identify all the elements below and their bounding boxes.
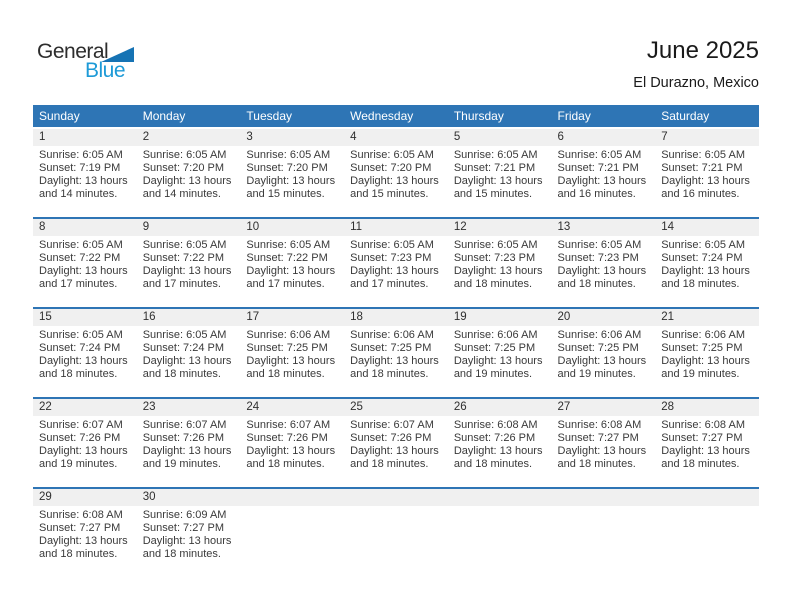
daylight-text-line1: Daylight: 13 hours: [350, 445, 439, 457]
day-cell: [344, 128, 448, 218]
day-details: [137, 506, 241, 561]
day-cell: [137, 128, 241, 218]
daylight-text-line1: Daylight: 13 hours: [350, 355, 439, 367]
sunset-text: Sunset: 7:26 PM: [350, 432, 432, 444]
sunset-text: Sunset: 7:22 PM: [246, 252, 328, 264]
day-cell: [448, 218, 552, 308]
daylight-text-line1: Daylight: 13 hours: [557, 265, 647, 277]
day-details: [240, 326, 344, 381]
sunrise-text: Sunrise: 6:05 AM: [39, 239, 123, 251]
day-details: [344, 236, 448, 291]
day-cell: [344, 218, 448, 308]
daylight-text-line2: and 14 minutes.: [142, 188, 221, 200]
daylight-text-line1: Daylight: 13 hours: [661, 445, 750, 457]
day-number: 13: [552, 219, 656, 236]
day-cell: [552, 398, 656, 488]
day-details: [33, 326, 137, 381]
day-number: 4: [344, 129, 448, 146]
daylight-text-line1: Daylight: 13 hours: [142, 445, 232, 457]
sunset-text: Sunset: 7:20 PM: [246, 162, 328, 174]
sunrise-text: Sunrise: 6:05 AM: [246, 149, 331, 161]
daylight-text-line1: Daylight: 13 hours: [661, 355, 750, 367]
day-number: 19: [448, 309, 552, 326]
day-number: 15: [33, 309, 137, 326]
day-details: [137, 326, 241, 381]
sunrise-text: Sunrise: 6:05 AM: [246, 239, 331, 251]
weekday-header: Monday: [137, 105, 241, 128]
sunset-text: Sunset: 7:23 PM: [453, 252, 536, 264]
empty-day-cell: [552, 488, 656, 577]
day-cell: [448, 398, 552, 488]
day-number: 7: [655, 129, 759, 146]
sunset-text: Sunset: 7:25 PM: [661, 342, 743, 354]
sunrise-text: Sunrise: 6:06 AM: [557, 329, 642, 341]
sunrise-text: Sunrise: 6:08 AM: [453, 419, 538, 431]
day-cell: [344, 398, 448, 488]
day-number: 8: [33, 219, 137, 236]
day-details: [655, 326, 759, 381]
day-details: [552, 146, 656, 201]
sunset-text: Sunset: 7:23 PM: [350, 252, 432, 264]
day-number: 12: [448, 219, 552, 236]
day-details: [655, 416, 759, 471]
sunrise-text: Sunrise: 6:05 AM: [142, 329, 227, 341]
day-details: [344, 146, 448, 201]
sunrise-text: Sunrise: 6:05 AM: [142, 149, 227, 161]
day-number: 10: [240, 219, 344, 236]
day-cell: [552, 128, 656, 218]
day-number: 24: [240, 399, 344, 416]
day-details: [33, 146, 137, 201]
day-details: [448, 236, 552, 291]
daylight-text-line2: and 18 minutes.: [142, 548, 221, 560]
daylight-text-line2: and 18 minutes.: [557, 278, 636, 290]
daylight-text-line2: and 17 minutes.: [39, 278, 118, 290]
sunset-text: Sunset: 7:27 PM: [39, 522, 121, 534]
daylight-text-line1: Daylight: 13 hours: [246, 445, 336, 457]
daylight-text-line2: and 19 minutes.: [142, 458, 221, 470]
sunset-text: Sunset: 7:22 PM: [39, 252, 121, 264]
sunrise-text: Sunrise: 6:07 AM: [39, 419, 123, 431]
day-details: [33, 236, 137, 291]
daylight-text-line1: Daylight: 13 hours: [350, 265, 439, 277]
sunrise-text: Sunrise: 6:06 AM: [661, 329, 745, 341]
day-details: [240, 146, 344, 201]
day-details: [344, 326, 448, 381]
daylight-text-line2: and 19 minutes.: [453, 368, 533, 380]
sunrise-text: Sunrise: 6:09 AM: [142, 509, 227, 521]
sunset-text: Sunset: 7:19 PM: [39, 162, 121, 174]
daylight-text-line2: and 18 minutes.: [557, 458, 636, 470]
daylight-text-line1: Daylight: 13 hours: [350, 175, 439, 187]
weekday-header: Saturday: [655, 105, 759, 128]
daylight-text-line1: Daylight: 13 hours: [557, 445, 647, 457]
title-block: [633, 36, 759, 91]
day-cell: [655, 398, 759, 488]
calendar-table: [33, 105, 759, 577]
daylight-text-line2: and 18 minutes.: [39, 368, 118, 380]
daylight-text-line1: Daylight: 13 hours: [39, 265, 128, 277]
sunrise-text: Sunrise: 6:05 AM: [453, 239, 538, 251]
sunrise-text: Sunrise: 6:05 AM: [661, 149, 745, 161]
daylight-text-line2: and 18 minutes.: [142, 368, 221, 380]
day-number: 3: [240, 129, 344, 146]
sunrise-text: Sunrise: 6:05 AM: [661, 239, 745, 251]
daylight-text-line2: and 18 minutes.: [661, 278, 740, 290]
day-cell: [137, 398, 241, 488]
day-number: 28: [655, 399, 759, 416]
sunrise-text: Sunrise: 6:08 AM: [557, 419, 642, 431]
sunset-text: Sunset: 7:24 PM: [142, 342, 225, 354]
day-number: 26: [448, 399, 552, 416]
day-number: 14: [655, 219, 759, 236]
daylight-text-line2: and 18 minutes.: [453, 278, 533, 290]
daylight-text-line1: Daylight: 13 hours: [142, 355, 232, 367]
week-row: [33, 308, 759, 398]
sunrise-text: Sunrise: 6:07 AM: [142, 419, 227, 431]
sunset-text: Sunset: 7:20 PM: [350, 162, 432, 174]
sunrise-text: Sunrise: 6:05 AM: [39, 329, 123, 341]
sunset-text: Sunset: 7:25 PM: [350, 342, 432, 354]
day-details: [137, 236, 241, 291]
day-cell: [552, 308, 656, 398]
empty-day-cell: [448, 488, 552, 577]
daylight-text-line2: and 17 minutes.: [350, 278, 429, 290]
daylight-text-line2: and 18 minutes.: [39, 548, 118, 560]
calendar-body: [33, 128, 759, 577]
day-number: 22: [33, 399, 137, 416]
sunrise-text: Sunrise: 6:05 AM: [350, 149, 434, 161]
sunrise-text: Sunrise: 6:05 AM: [350, 239, 434, 251]
day-number: 9: [137, 219, 241, 236]
day-cell: [655, 218, 759, 308]
weekday-header: Friday: [552, 105, 656, 128]
day-cell: [137, 308, 241, 398]
day-number: 30: [137, 489, 241, 506]
daylight-text-line1: Daylight: 13 hours: [39, 445, 128, 457]
day-number: 25: [344, 399, 448, 416]
sunset-text: Sunset: 7:25 PM: [557, 342, 639, 354]
daylight-text-line1: Daylight: 13 hours: [39, 355, 128, 367]
day-details: [655, 236, 759, 291]
day-details: [33, 416, 137, 471]
sunset-text: Sunset: 7:26 PM: [453, 432, 536, 444]
sunset-text: Sunset: 7:26 PM: [246, 432, 328, 444]
sunrise-text: Sunrise: 6:05 AM: [39, 149, 123, 161]
day-cell: [240, 308, 344, 398]
day-cell: [33, 128, 137, 218]
daylight-text-line1: Daylight: 13 hours: [661, 265, 750, 277]
day-number: 20: [552, 309, 656, 326]
daylight-text-line2: and 16 minutes.: [557, 188, 636, 200]
sunset-text: Sunset: 7:21 PM: [557, 162, 639, 174]
sunrise-text: Sunrise: 6:05 AM: [453, 149, 538, 161]
day-details: [448, 416, 552, 471]
daylight-text-line1: Daylight: 13 hours: [142, 535, 232, 547]
day-number: [655, 489, 759, 506]
sunrise-text: Sunrise: 6:06 AM: [350, 329, 434, 341]
day-details: [33, 506, 137, 561]
sunrise-text: Sunrise: 6:06 AM: [453, 329, 538, 341]
day-number: 5: [448, 129, 552, 146]
weekday-header-row: [33, 105, 759, 128]
daylight-text-line1: Daylight: 13 hours: [246, 265, 336, 277]
daylight-text-line2: and 18 minutes.: [246, 458, 325, 470]
daylight-text-line2: and 15 minutes.: [246, 188, 325, 200]
empty-day-cell: [240, 488, 344, 577]
daylight-text-line2: and 16 minutes.: [661, 188, 740, 200]
daylight-text-line1: Daylight: 13 hours: [142, 175, 232, 187]
sunset-text: Sunset: 7:24 PM: [661, 252, 743, 264]
day-number: 6: [552, 129, 656, 146]
sunset-text: Sunset: 7:22 PM: [142, 252, 225, 264]
weekday-header: Sunday: [33, 105, 137, 128]
sunset-text: Sunset: 7:26 PM: [39, 432, 121, 444]
week-row: [33, 218, 759, 308]
sunset-text: Sunset: 7:21 PM: [661, 162, 743, 174]
empty-day-cell: [655, 488, 759, 577]
daylight-text-line2: and 14 minutes.: [39, 188, 118, 200]
daylight-text-line1: Daylight: 13 hours: [246, 355, 336, 367]
daylight-text-line2: and 15 minutes.: [453, 188, 533, 200]
day-details: [552, 236, 656, 291]
day-cell: [137, 488, 241, 577]
day-number: 18: [344, 309, 448, 326]
daylight-text-line1: Daylight: 13 hours: [142, 265, 232, 277]
day-details: [552, 416, 656, 471]
day-number: 23: [137, 399, 241, 416]
day-details: [655, 146, 759, 201]
day-number: 17: [240, 309, 344, 326]
sunrise-text: Sunrise: 6:05 AM: [557, 239, 642, 251]
sunset-text: Sunset: 7:20 PM: [142, 162, 225, 174]
weekday-header: Thursday: [448, 105, 552, 128]
sunrise-text: Sunrise: 6:05 AM: [142, 239, 227, 251]
daylight-text-line1: Daylight: 13 hours: [39, 175, 128, 187]
day-details: [448, 146, 552, 201]
weekday-header: Tuesday: [240, 105, 344, 128]
day-details: [137, 146, 241, 201]
weekday-header: Wednesday: [344, 105, 448, 128]
sunset-text: Sunset: 7:25 PM: [453, 342, 536, 354]
week-row: [33, 398, 759, 488]
sunset-text: Sunset: 7:23 PM: [557, 252, 639, 264]
daylight-text-line2: and 19 minutes.: [661, 368, 740, 380]
day-cell: [240, 128, 344, 218]
daylight-text-line2: and 18 minutes.: [350, 458, 429, 470]
daylight-text-line1: Daylight: 13 hours: [246, 175, 336, 187]
daylight-text-line2: and 17 minutes.: [142, 278, 221, 290]
sunrise-text: Sunrise: 6:08 AM: [661, 419, 745, 431]
daylight-text-line2: and 15 minutes.: [350, 188, 429, 200]
daylight-text-line2: and 18 minutes.: [661, 458, 740, 470]
day-details: [240, 236, 344, 291]
logo-text-general: General: [37, 40, 109, 63]
daylight-text-line2: and 18 minutes.: [350, 368, 429, 380]
sunrise-text: Sunrise: 6:07 AM: [246, 419, 331, 431]
day-cell: [448, 128, 552, 218]
day-number: [448, 489, 552, 506]
location-subtitle: El Durazno, Mexico: [633, 75, 759, 91]
daylight-text-line1: Daylight: 13 hours: [453, 265, 543, 277]
daylight-text-line1: Daylight: 13 hours: [661, 175, 750, 187]
day-details: [344, 416, 448, 471]
month-title: June 2025: [646, 37, 759, 64]
day-number: 29: [33, 489, 137, 506]
sunset-text: Sunset: 7:25 PM: [246, 342, 328, 354]
week-row: [33, 128, 759, 218]
day-details: [240, 416, 344, 471]
daylight-text-line2: and 18 minutes.: [246, 368, 325, 380]
day-details: [448, 326, 552, 381]
sunrise-text: Sunrise: 6:05 AM: [557, 149, 642, 161]
daylight-text-line2: and 19 minutes.: [557, 368, 636, 380]
day-cell: [240, 218, 344, 308]
day-cell: [33, 308, 137, 398]
empty-day-cell: [344, 488, 448, 577]
sunset-text: Sunset: 7:27 PM: [557, 432, 639, 444]
day-cell: [448, 308, 552, 398]
day-cell: [655, 128, 759, 218]
daylight-text-line1: Daylight: 13 hours: [453, 355, 543, 367]
day-number: 21: [655, 309, 759, 326]
day-cell: [344, 308, 448, 398]
sunset-text: Sunset: 7:27 PM: [661, 432, 743, 444]
daylight-text-line2: and 19 minutes.: [39, 458, 118, 470]
day-cell: [552, 218, 656, 308]
sunset-text: Sunset: 7:24 PM: [39, 342, 121, 354]
day-cell: [655, 308, 759, 398]
sunset-text: Sunset: 7:21 PM: [453, 162, 536, 174]
daylight-text-line2: and 17 minutes.: [246, 278, 325, 290]
day-cell: [33, 398, 137, 488]
day-number: 11: [344, 219, 448, 236]
daylight-text-line1: Daylight: 13 hours: [453, 445, 543, 457]
daylight-text-line1: Daylight: 13 hours: [453, 175, 543, 187]
sunrise-text: Sunrise: 6:06 AM: [246, 329, 331, 341]
day-details: [552, 326, 656, 381]
day-number: 1: [33, 129, 137, 146]
daylight-text-line1: Daylight: 13 hours: [39, 535, 128, 547]
day-number: [344, 489, 448, 506]
sunset-text: Sunset: 7:27 PM: [142, 522, 225, 534]
day-cell: [137, 218, 241, 308]
sunrise-text: Sunrise: 6:08 AM: [39, 509, 123, 521]
day-number: 16: [137, 309, 241, 326]
general-blue-logo: [37, 40, 167, 88]
day-cell: [33, 488, 137, 577]
week-row: [33, 488, 759, 577]
day-number: 27: [552, 399, 656, 416]
day-number: 2: [137, 129, 241, 146]
sunrise-text: Sunrise: 6:07 AM: [350, 419, 434, 431]
day-number: [240, 489, 344, 506]
day-cell: [33, 218, 137, 308]
day-cell: [240, 398, 344, 488]
day-number: [552, 489, 656, 506]
sunset-text: Sunset: 7:26 PM: [142, 432, 225, 444]
daylight-text-line1: Daylight: 13 hours: [557, 355, 647, 367]
day-details: [137, 416, 241, 471]
logo-text-blue: Blue: [85, 59, 126, 82]
daylight-text-line1: Daylight: 13 hours: [557, 175, 647, 187]
daylight-text-line2: and 18 minutes.: [453, 458, 533, 470]
